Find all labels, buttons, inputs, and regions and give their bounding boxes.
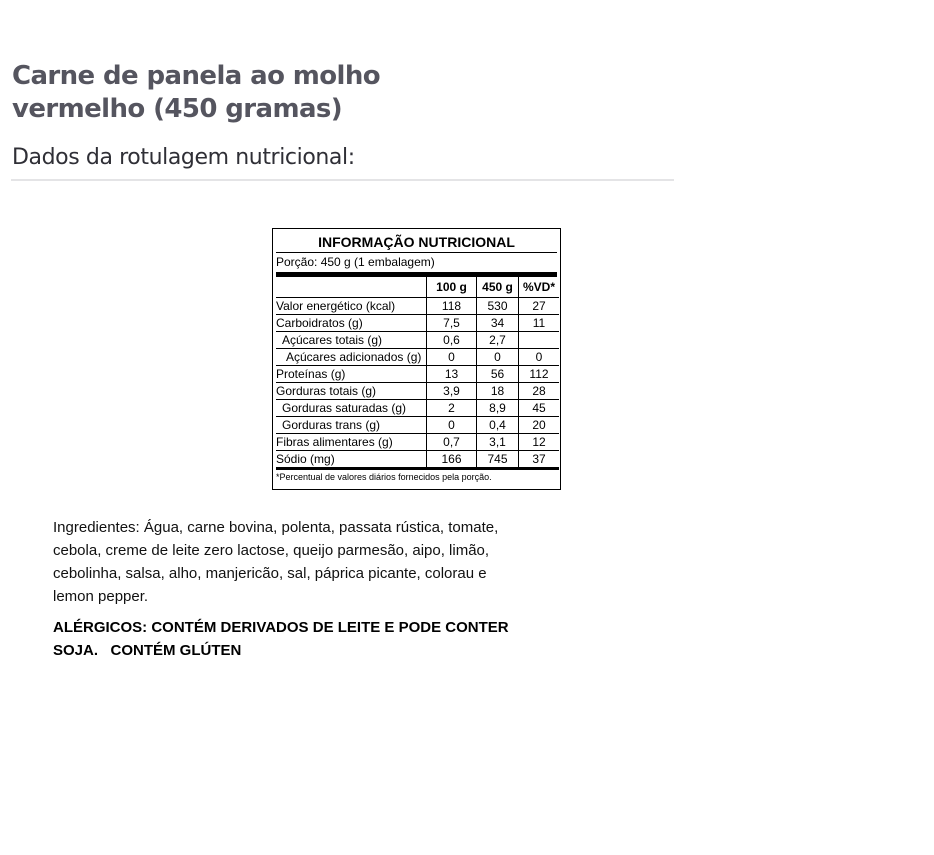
nutrition-row [276,298,559,315]
nutrient-vd: 20 [519,417,560,434]
allergens-line: SOJA. CONTÉM GLÚTEN [53,642,242,659]
nutrition-portion: Porção: 450 g (1 embalagem) [276,255,435,269]
nutrient-vd: 0 [519,349,560,366]
product-title [12,60,380,126]
nutrient-per450: 745 [477,451,519,469]
nutrient-per450: 56 [477,366,519,383]
allergens-text [53,616,543,662]
nutrient-per450: 530 [477,298,519,315]
nutrition-row [276,332,559,349]
nutrient-per100: 13 [427,366,477,383]
nutrition-row [276,400,559,417]
nutrient-per100: 166 [427,451,477,469]
nutrient-per450: 0,4 [477,417,519,434]
nutrient-per450: 8,9 [477,400,519,417]
nutrient-name: Carboidratos (g) [276,315,427,332]
nutrient-per450: 0 [477,349,519,366]
nutrition-row [276,417,559,434]
nutrition-row [276,366,559,383]
nutrition-header-vd: %VD* [519,277,560,298]
nutrient-per450: 18 [477,383,519,400]
ingredients-line: lemon pepper. [53,588,149,605]
nutrition-header-row [276,277,559,298]
nutrition-row [276,315,559,332]
nutrient-vd: 37 [519,451,560,469]
nutrient-per100: 0,7 [427,434,477,451]
nutrition-footnote: *Percentual de valores diários fornecidos pela porção. [276,472,492,482]
ingredients-text [53,516,533,608]
nutrition-header-450g: 450 g [477,277,519,298]
allergens-line: ALÉRGICOS: CONTÉM DERIVADOS DE LEITE E PODE CONTER [53,619,509,636]
nutrition-row [276,349,559,366]
nutrition-header-100g: 100 g [427,277,477,298]
ingredients-line: Ingredientes: Água, carne bovina, polenta, passata rústica, tomate, [53,519,499,536]
nutrient-name: Fibras alimentares (g) [276,434,427,451]
nutrient-per100: 118 [427,298,477,315]
nutrient-per450: 34 [477,315,519,332]
nutrient-name: Açúcares totais (g) [276,332,427,349]
nutrient-name: Gorduras totais (g) [276,383,427,400]
section-divider [11,179,674,181]
product-title-line1: Carne de panela ao molho [12,61,381,91]
ingredients-line: cebolinha, salsa, alho, manjericão, sal, páprica picante, colorau e [53,565,487,582]
nutrition-label [272,228,561,490]
nutrient-vd: 45 [519,400,560,417]
product-title-line2: vermelho (450 gramas) [12,94,343,124]
nutrition-label-heading: INFORMAÇÃO NUTRICIONAL [276,233,557,253]
nutrient-name: Proteínas (g) [276,366,427,383]
nutrient-vd: 27 [519,298,560,315]
nutrition-row [276,451,559,469]
nutrient-per450: 3,1 [477,434,519,451]
nutrient-name: Sódio (mg) [276,451,427,469]
nutrient-vd: 112 [519,366,560,383]
nutrient-per450: 2,7 [477,332,519,349]
nutrition-table [276,277,559,470]
nutrient-vd: 28 [519,383,560,400]
nutrient-per100: 7,5 [427,315,477,332]
nutrient-name: Gorduras saturadas (g) [276,400,427,417]
nutrient-name: Açúcares adicionados (g) [276,349,427,366]
nutrient-vd [519,332,560,349]
nutrient-vd: 12 [519,434,560,451]
nutrition-row [276,383,559,400]
nutrient-vd: 11 [519,315,560,332]
ingredients-line: cebola, creme de leite zero lactose, queijo parmesão, aipo, limão, [53,542,490,559]
nutrition-row [276,434,559,451]
nutrient-per100: 0 [427,417,477,434]
section-subtitle: Dados da rotulagem nutricional: [12,145,355,170]
nutrient-per100: 2 [427,400,477,417]
nutrient-name: Gorduras trans (g) [276,417,427,434]
nutrient-per100: 3,9 [427,383,477,400]
nutrition-header-blank [276,277,427,298]
nutrient-per100: 0,6 [427,332,477,349]
nutrient-per100: 0 [427,349,477,366]
nutrient-name: Valor energético (kcal) [276,298,427,315]
